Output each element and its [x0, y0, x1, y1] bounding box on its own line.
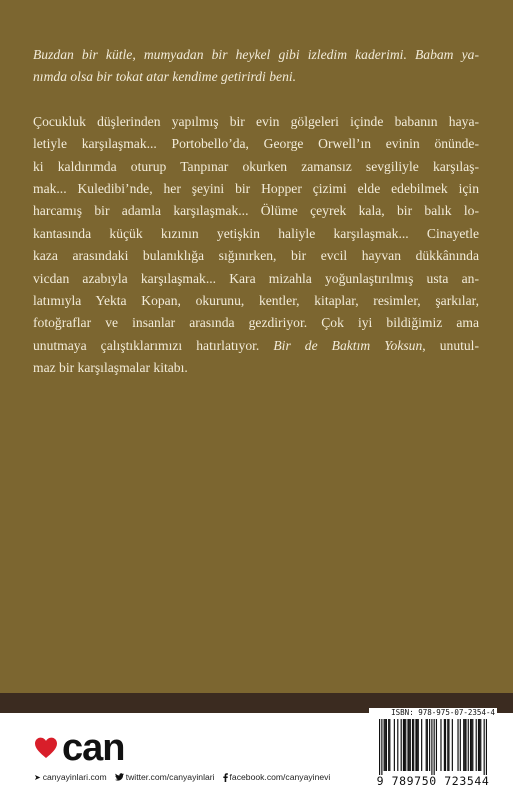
- barcode-bar: [470, 719, 471, 771]
- barcode-bar: [464, 719, 465, 771]
- epigraph: [33, 44, 479, 89]
- barcode-bar: [445, 719, 446, 771]
- barcode-bar: [405, 719, 406, 771]
- barcode-bar: [440, 719, 441, 771]
- blurb-line: ki kaldırımda oturup Tanpınar okurken zamansız sevgiliyle karşılaş-: [33, 158, 479, 174]
- barcode-bar: [471, 719, 472, 771]
- facebook-link[interactable]: [223, 772, 331, 782]
- barcode-bar: [484, 719, 485, 775]
- barcode-bar: [465, 719, 466, 771]
- barcode-bar: [431, 719, 432, 775]
- blurb-line: Çocukluk düşlerinden yapılmış bir evin gölgeleri içinde babanın haya-: [33, 113, 479, 129]
- cursor-icon: ➤: [34, 772, 41, 782]
- barcode-bar: [415, 719, 416, 771]
- epigraph-line: Buzdan bir kütle, mumyadan bir heykel gibi izledim kaderimi. Babam ya-: [33, 47, 479, 62]
- barcode-bar: [417, 719, 418, 771]
- blurb-line: [33, 335, 479, 357]
- line-text: unutmaya çalıştıklarımızı hatırlatıyor.: [33, 337, 274, 353]
- barcode-bar: [409, 719, 410, 771]
- blurb-line: harcamış bir adamla karşılaşmak... Ölüme çeyrek kala, bir balık lo-: [33, 203, 479, 219]
- barcode-bar: [434, 719, 435, 775]
- barcode-bar: [448, 719, 449, 771]
- blurb-line: maz bir karşılaşmalar kitabı.: [33, 360, 188, 376]
- website-link[interactable]: [34, 772, 107, 782]
- barcode-bar: [389, 719, 390, 771]
- barcode-bar: [486, 719, 487, 775]
- barcode-bar: [401, 719, 402, 771]
- barcode-bar: [457, 719, 458, 771]
- isbn-label: ISBN: 978-975-07-2354-4: [391, 708, 495, 717]
- epigraph-line: nımda olsa bir tokat atar kendime getirirdi beni.: [33, 69, 297, 85]
- logo-wordmark: can: [62, 727, 125, 769]
- blurb-line: fotoğraflar ve insanlar arasında gezdiriyor. Çok iyi bildiğimiz ama: [33, 315, 479, 331]
- barcode-bar: [421, 719, 422, 771]
- barcode-bar: [478, 719, 479, 771]
- social-links: [34, 772, 330, 782]
- barcode-bar: [397, 719, 398, 771]
- blurb-line: letiyle karşılaşmak... Portobello’da, George Orwell’ın evinin önünde-: [33, 136, 479, 152]
- barcode-bar: [413, 719, 414, 771]
- blurb-line: kaza arasındaki bulanıklığa sığınırken, bir evcil hayvan dükkânında: [33, 248, 479, 264]
- twitter-bird-icon: [115, 773, 124, 781]
- barcode-bar: [436, 719, 437, 771]
- heart-icon: [34, 736, 58, 760]
- facebook-text: facebook.com/canyayinevi: [229, 772, 331, 782]
- barcode-bar: [385, 719, 386, 771]
- twitter-link[interactable]: [115, 772, 215, 782]
- barcode-bar: [386, 719, 387, 771]
- barcode-bar: [403, 719, 404, 771]
- website-text: canyayinlari.com: [42, 772, 107, 782]
- line-text: , unutul-: [422, 337, 479, 353]
- blurb: [33, 44, 479, 380]
- barcode-bar: [480, 719, 481, 771]
- barcode-number: 9 789750 723544: [376, 774, 490, 788]
- barcode-bar: [427, 719, 428, 771]
- isbn-barcode-box: [369, 708, 497, 792]
- blurb-line: latımıyla Yekta Kopan, okurunu, kentler, kitaplar, resimler, şarkılar,: [33, 293, 479, 309]
- barcode-bar: [418, 719, 419, 771]
- barcode-bar: [472, 719, 473, 771]
- barcode-bar: [407, 719, 408, 771]
- barcode-bar: [444, 719, 445, 771]
- facebook-icon: [223, 773, 228, 782]
- twitter-text: twitter.com/canyayinlari: [125, 772, 215, 782]
- barcode-bar: [388, 719, 389, 771]
- book-title: Bir de Baktım Yoksun: [273, 337, 423, 353]
- barcode-bar: [463, 719, 464, 771]
- barcode-bar: [410, 719, 411, 771]
- blurb-line: vicdan azabıyla karşılaşmak... Kara mizahla yoğunlaştırılmış usta an-: [33, 270, 479, 286]
- barcode-bar: [479, 719, 480, 771]
- barcode-bar: [404, 719, 405, 771]
- barcode-bar: [379, 719, 380, 775]
- barcode-bar: [412, 719, 413, 771]
- barcode-bar: [394, 719, 395, 771]
- barcode-bar: [468, 719, 469, 771]
- barcode-bar: [429, 719, 430, 771]
- publisher-logo: [34, 728, 124, 768]
- barcode-bar: [384, 719, 385, 771]
- barcode-bar: [460, 719, 461, 771]
- barcode: [379, 719, 487, 775]
- blurb-line: kantasında küçük kızının yetişkin haliyle karşılaşmak... Cinayetle: [33, 225, 479, 241]
- barcode-bar: [447, 719, 448, 771]
- barcode-bar: [452, 719, 453, 771]
- blurb-line: mak... Kuledibi’nde, her şeyini bir Hopper çizimi elde edebilmek için: [33, 181, 479, 197]
- blurb-paragraph: [33, 111, 479, 380]
- barcode-bar: [426, 719, 427, 771]
- barcode-bar: [476, 719, 477, 771]
- barcode-bar: [381, 719, 382, 775]
